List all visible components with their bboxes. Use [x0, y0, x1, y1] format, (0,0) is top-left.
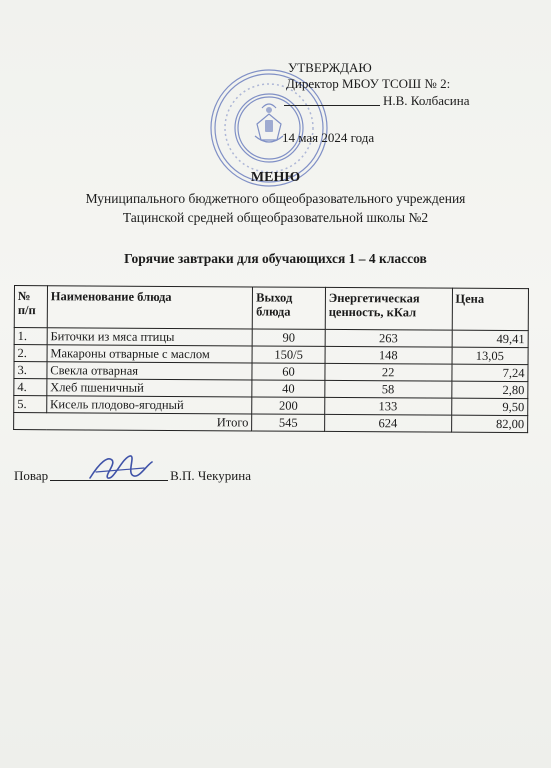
menu-table	[13, 285, 529, 433]
row-output: 150/5	[252, 346, 325, 363]
cook-name: В.П. Чекурина	[170, 468, 251, 483]
total-output: 545	[252, 414, 325, 431]
row-price: 9,50	[451, 398, 528, 415]
row-price: 49,41	[452, 330, 529, 347]
row-price: 7,24	[451, 364, 528, 381]
total-label: Итого	[14, 413, 252, 431]
row-dish-name: Свекла отварная	[47, 362, 253, 380]
total-price: 82,00	[451, 415, 528, 432]
header-energy: Энергетическая ценность, кКал	[325, 287, 452, 330]
header-output: Выход блюда	[253, 287, 326, 329]
approval-signature-line	[284, 93, 470, 109]
header-number: № п/п	[14, 286, 47, 328]
row-output: 90	[252, 329, 325, 346]
row-number: 1.	[14, 328, 47, 345]
director-name: Н.В. Колбасина	[383, 93, 470, 108]
organization-line-1: Муниципального бюджетного общеобразовательного учреждения	[85, 191, 466, 206]
table-total-row	[14, 413, 528, 433]
cook-signature-blank	[50, 480, 168, 481]
approval-heading: УТВЕРЖДАЮ	[288, 60, 372, 75]
row-energy: 263	[325, 329, 452, 347]
row-energy: 22	[325, 363, 452, 381]
row-number: 5.	[14, 396, 47, 413]
row-energy: 133	[325, 397, 452, 415]
row-dish-name: Биточки из мяса птицы	[47, 328, 253, 346]
row-output: 200	[252, 397, 325, 414]
row-output: 60	[252, 363, 325, 380]
row-price: 2,80	[451, 381, 528, 398]
row-energy: 58	[325, 380, 452, 398]
menu-subtitle: Горячие завтраки для обучающихся 1 – 4 классов	[124, 251, 427, 266]
table-header-row	[14, 286, 528, 331]
row-output: 40	[252, 380, 325, 397]
row-dish-name: Кисель плодово-ягодный	[47, 396, 253, 414]
director-signature-blank	[284, 105, 380, 106]
row-dish-name: Макароны отварные с маслом	[47, 345, 253, 363]
row-price: 13,05	[452, 347, 529, 364]
row-number: 4.	[14, 379, 47, 396]
organization-name	[0, 189, 551, 227]
cook-line	[14, 468, 251, 484]
row-dish-name: Хлеб пшеничный	[47, 379, 253, 397]
row-number: 3.	[14, 362, 47, 379]
cook-label: Повар	[14, 468, 49, 483]
header-dish-name: Наименование блюда	[47, 286, 253, 329]
approval-position: Директор МБОУ ТСОШ № 2:	[286, 76, 451, 91]
total-energy: 624	[325, 414, 452, 432]
row-number: 2.	[14, 345, 47, 362]
document-title: МЕНЮ	[250, 170, 301, 185]
header-price: Цена	[452, 288, 529, 330]
approval-date: 14 мая 2024 года	[282, 130, 375, 145]
organization-line-2: Тацинской средней общеобразовательной школы №2	[122, 210, 429, 225]
row-energy: 148	[325, 346, 452, 364]
